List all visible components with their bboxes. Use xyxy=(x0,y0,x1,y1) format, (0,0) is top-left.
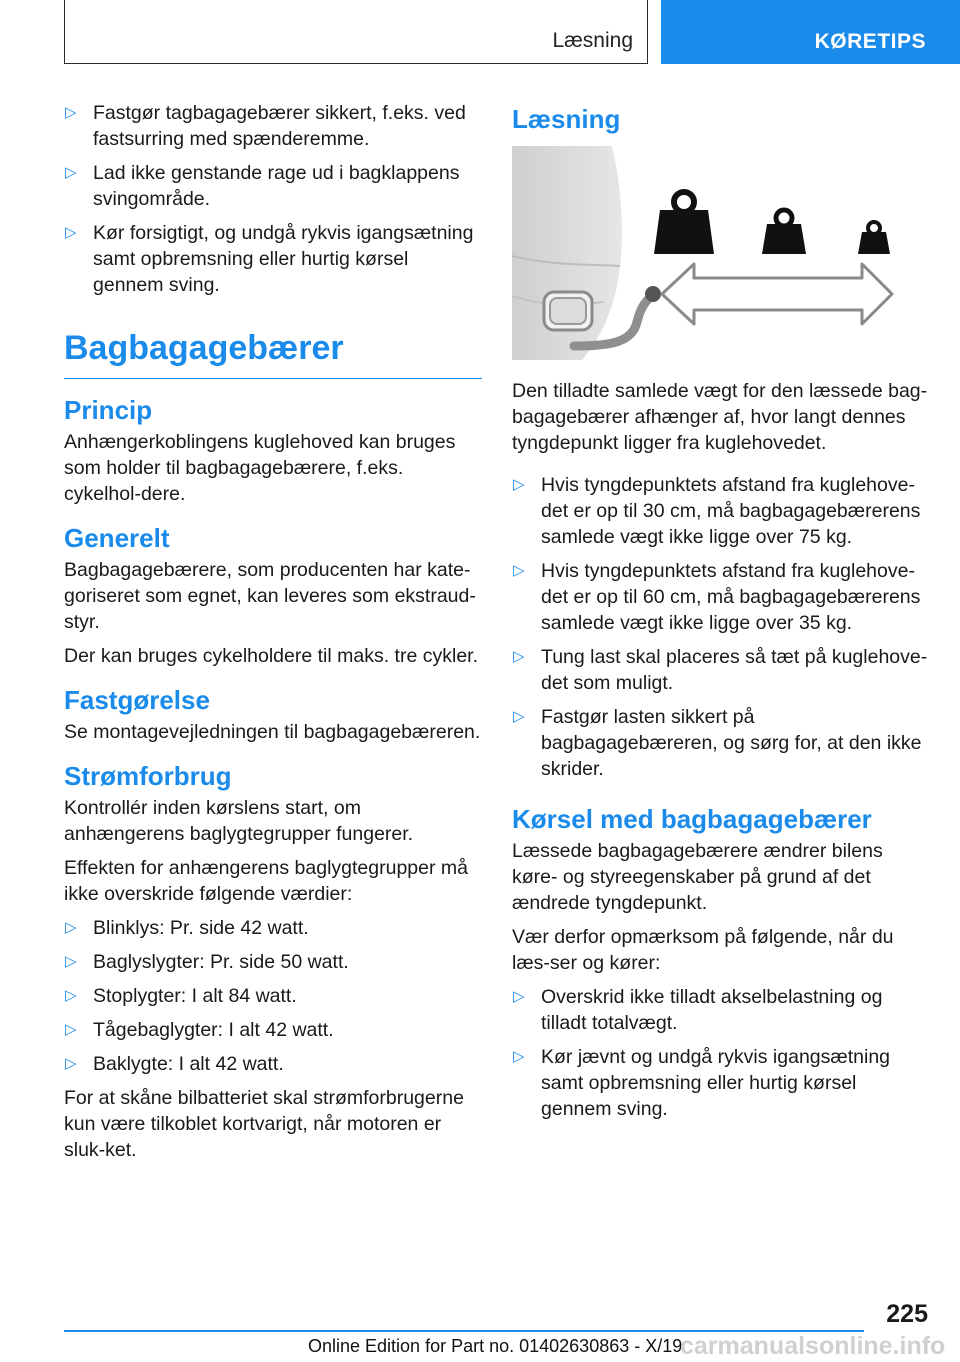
header-section-title: Læsning xyxy=(552,29,633,52)
stromforbrug-text-1: Kontrollér inden kørslens start, om anhængerens baglygtegrupper fungerer. xyxy=(64,797,414,845)
section-title: Bagbagagebærer xyxy=(64,326,482,379)
stromforbrug-text-2: Effekten for anhængerens baglygtegrupper må ikke overskride følgende værdier: xyxy=(64,857,468,905)
driving-bullet-list xyxy=(512,984,930,1122)
page-number: 225 xyxy=(886,1300,928,1328)
triangle-bullet-icon: ▷ xyxy=(65,987,77,1004)
list-item: ▷ Baglyslygter: Pr. side 50 watt. xyxy=(65,951,349,973)
list-item: ▷ Fastgør tagbagagebærer sikkert, f.eks. ved fastsurring med spænderemme. xyxy=(65,102,466,150)
triangle-bullet-icon: ▷ xyxy=(513,648,525,665)
list-item: ▷ Hvis tyngdepunktets afstand fra kuglehove-det er op til 30 cm, må bagbagagebærerens samlede vægt ikke ligge over 75 kg. xyxy=(513,474,921,548)
header-chapter-tab xyxy=(661,0,960,64)
korsel-text-1: Læssede bagbagagebærere ændrer bilens køre- og styreegenskaber på grund af det ændrede tyngdepunkt. xyxy=(512,840,883,914)
tow-hitch-load-illustration xyxy=(512,146,930,360)
list-item: ▷ Fastgør lasten sikkert på bagbagagebæreren, og sørg for, at den ikke skrider. xyxy=(513,706,922,780)
fastgorelse-heading: Fastgørelse xyxy=(64,685,210,715)
list-item: ▷ Hvis tyngdepunktets afstand fra kuglehove-det er op til 60 cm, må bagbagagebærerens samlede vægt ikke ligge over 35 kg. xyxy=(513,560,921,634)
triangle-bullet-icon: ▷ xyxy=(513,988,525,1005)
generelt-text-1: Bagbagagebærere, som producenten har kate-goriseret som egnet, kan leveres som ekstraud-styr. xyxy=(64,559,476,633)
list-item: ▷ Tågebaglygter: I alt 42 watt. xyxy=(65,1019,334,1041)
wattage-bullet-list xyxy=(64,915,482,1077)
triangle-bullet-icon: ▷ xyxy=(65,953,77,970)
laesning-heading: Læsning xyxy=(512,104,621,134)
stromforbrug-heading: Strømforbrug xyxy=(64,761,232,791)
princip-heading: Princip xyxy=(64,395,153,425)
list-item: ▷ Overskrid ikke tilladt akselbelastning og tilladt totalvægt. xyxy=(513,986,883,1034)
korsel-text-2: Vær derfor opmærksom på følgende, når du læs-ser og kører: xyxy=(512,926,894,974)
right-column xyxy=(512,100,930,1130)
list-item: ▷ Kør forsigtigt, og undgå rykvis igangsætning samt opbremsning eller hurtig kørsel gennem sving. xyxy=(65,222,474,296)
edition-text: Online Edition for Part no. 01402630863 - X/19 xyxy=(308,1336,683,1356)
triangle-bullet-icon: ▷ xyxy=(513,708,525,725)
korsel-heading: Kørsel med bagbagagebærer xyxy=(512,804,872,834)
generelt-text-2: Der kan bruges cykelholdere til maks. tre cykler. xyxy=(64,645,478,667)
list-item: ▷ Kør jævnt og undgå rykvis igangsætning samt opbremsning eller hurtig kørsel gennem sving. xyxy=(513,1046,891,1120)
list-item: ▷ Tung last skal placeres så tæt på kuglehove-det som muligt. xyxy=(513,646,928,694)
stromforbrug-text-3: For at skåne bilbatteriet skal strømforbrugerne kun være tilkoblet kortvarigt, når motoren er sluk-ket. xyxy=(64,1087,464,1161)
list-item: ▷ Blinklys: Pr. side 42 watt. xyxy=(65,917,309,939)
laesning-text: Den tilladte samlede vægt for den læssede bag-bagagebærer afhænger af, hvor langt dennes tyngdepunkt ligger fra kuglehovedet. xyxy=(512,380,928,454)
load-bullet-list xyxy=(512,472,930,782)
list-item: ▷ Baklygte: I alt 42 watt. xyxy=(65,1053,284,1075)
list-item: ▷ Lad ikke genstande rage ud i bagklappens svingområde. xyxy=(65,162,460,210)
triangle-bullet-icon: ▷ xyxy=(65,104,77,121)
triangle-bullet-icon: ▷ xyxy=(65,1021,77,1038)
triangle-bullet-icon: ▷ xyxy=(65,919,77,936)
triangle-bullet-icon: ▷ xyxy=(513,1048,525,1065)
ball-head-shape xyxy=(645,286,661,302)
header-section-box xyxy=(64,0,648,64)
list-item: ▷ Stoplygter: I alt 84 watt. xyxy=(65,985,297,1007)
triangle-bullet-icon: ▷ xyxy=(513,476,525,493)
watermark-logo: carmanualsonline.info xyxy=(680,1332,946,1360)
roof-rack-bullet-list xyxy=(64,100,482,298)
triangle-bullet-icon: ▷ xyxy=(513,562,525,579)
fastgorelse-text: Se montagevejledningen til bagbagagebæreren. xyxy=(64,721,481,743)
triangle-bullet-icon: ▷ xyxy=(65,164,77,181)
princip-text: Anhængerkoblingens kuglehoved kan bruges som holder til bagbagagebærere, f.eks. cykelhol-dere. xyxy=(64,431,456,505)
generelt-heading: Generelt xyxy=(64,523,170,553)
header-chapter-title: KØRETIPS xyxy=(814,30,926,53)
triangle-bullet-icon: ▷ xyxy=(65,1055,77,1072)
triangle-bullet-icon: ▷ xyxy=(65,224,77,241)
left-column xyxy=(64,100,482,1171)
